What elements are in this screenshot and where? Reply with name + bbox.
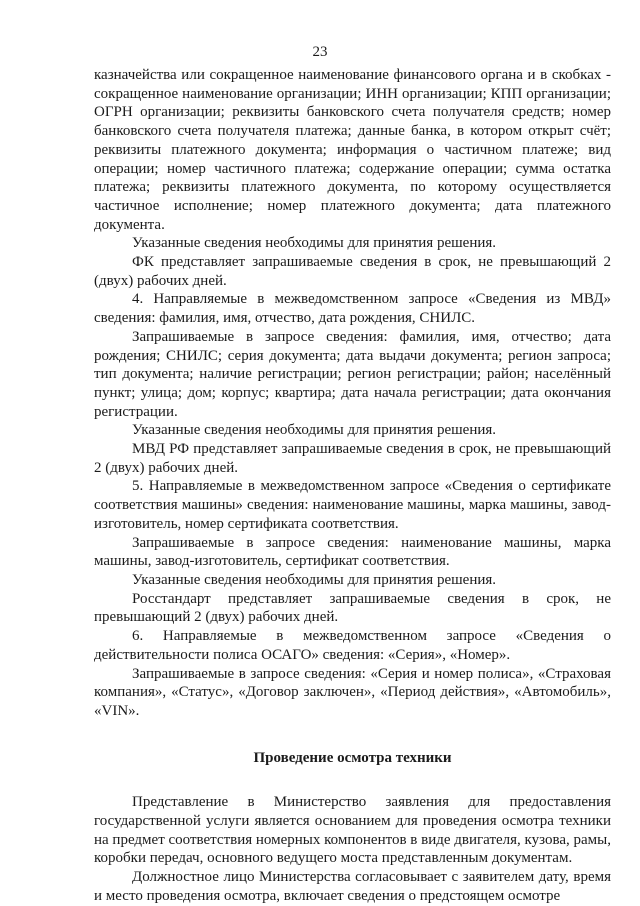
paragraph: Запрашиваемые в запросе сведения: наименование машины, марка машины, завод-изготовитель, сертификат соответствия. xyxy=(94,534,611,570)
paragraph: Указанные сведения необходимы для принятия решения. xyxy=(132,235,497,252)
page-number: 23 xyxy=(312,44,328,60)
paragraph: Указанные сведения необходимы для принятия решения. xyxy=(132,422,497,439)
section-heading: Проведение осмотра техники xyxy=(253,749,452,766)
paragraph: ФК представляет запрашиваемые сведения в срок, не превышающий 2 (двух) рабочих дней. xyxy=(94,254,611,289)
paragraph: МВД РФ представляет запрашиваемые сведения в срок, не превышающий 2 (двух) рабочих дней. xyxy=(94,441,611,476)
paragraph: Должностное лицо Министерства согласовывает с заявителем дату, время и место проведения осмотра, включает сведения о предстоящем осмотре xyxy=(94,869,611,904)
paragraph: Указанные сведения необходимы для принятия решения. xyxy=(132,571,497,588)
paragraph: 4. Направляемые в межведомственном запросе «Сведения из МВД» сведения: фамилия, имя, отчество, дата рождения, СНИЛС. xyxy=(94,291,611,327)
paragraph: Запрашиваемые в запросе сведения: «Серия и номер полиса», «Страховая компания», «Статус», «Договор заключен», «Период действия», «Автомобиль», «VIN». xyxy=(94,665,611,719)
document-body xyxy=(94,66,611,906)
paragraph: казначейства или сокращенное наименование финансового органа и в скобках - сокращенное наименование организации; ИНН организации; КПП организации; ОГРН организации; реквизиты банковского счета получателя средств; номер банковского счета получателя платежа; данные банка, в котором открыт счёт; реквизиты платежного документа; информация о частичном платеже; вид операции; номер частичного платежа; содержание операции; сумма остатка платежа; реквизиты платежного документа, по которому осуществляется частичное исполнение; номер платежного документа; дата платежного документа. xyxy=(94,67,611,233)
paragraph: Росстандарт представляет запрашиваемые сведения в срок, не превышающий 2 (двух) рабочих дней. xyxy=(94,590,611,626)
paragraph: Запрашиваемые в запросе сведения: фамилия, имя, отчество; дата рождения; СНИЛС; серия документа; дата выдачи документа; регион запроса; тип документа; наличие регистрации; регион регистрации; район; населённый пункт; улица; дом; корпус; квартира; дата начала регистрации; дата окончания регистрации. xyxy=(94,328,611,420)
paragraph: 6. Направляемые в межведомственном запросе «Сведения о действительности полиса ОСАГО» сведения: «Серия», «Номер». xyxy=(94,628,611,663)
paragraph: Представление в Министерство заявления для предоставления государственной услуги является основанием для проведения осмотра техники на предмет соответствия номерных компонентов в виде двигателя, кузова, рамы, коробки передач, основного ведущего моста представленным документам. xyxy=(94,794,611,867)
paragraph: 5. Направляемые в межведомственном запросе «Сведения о сертификате соответствия машины» сведения: наименование машины, марка машины, завод-изготовитель, номер сертификата соответствия. xyxy=(94,478,611,532)
